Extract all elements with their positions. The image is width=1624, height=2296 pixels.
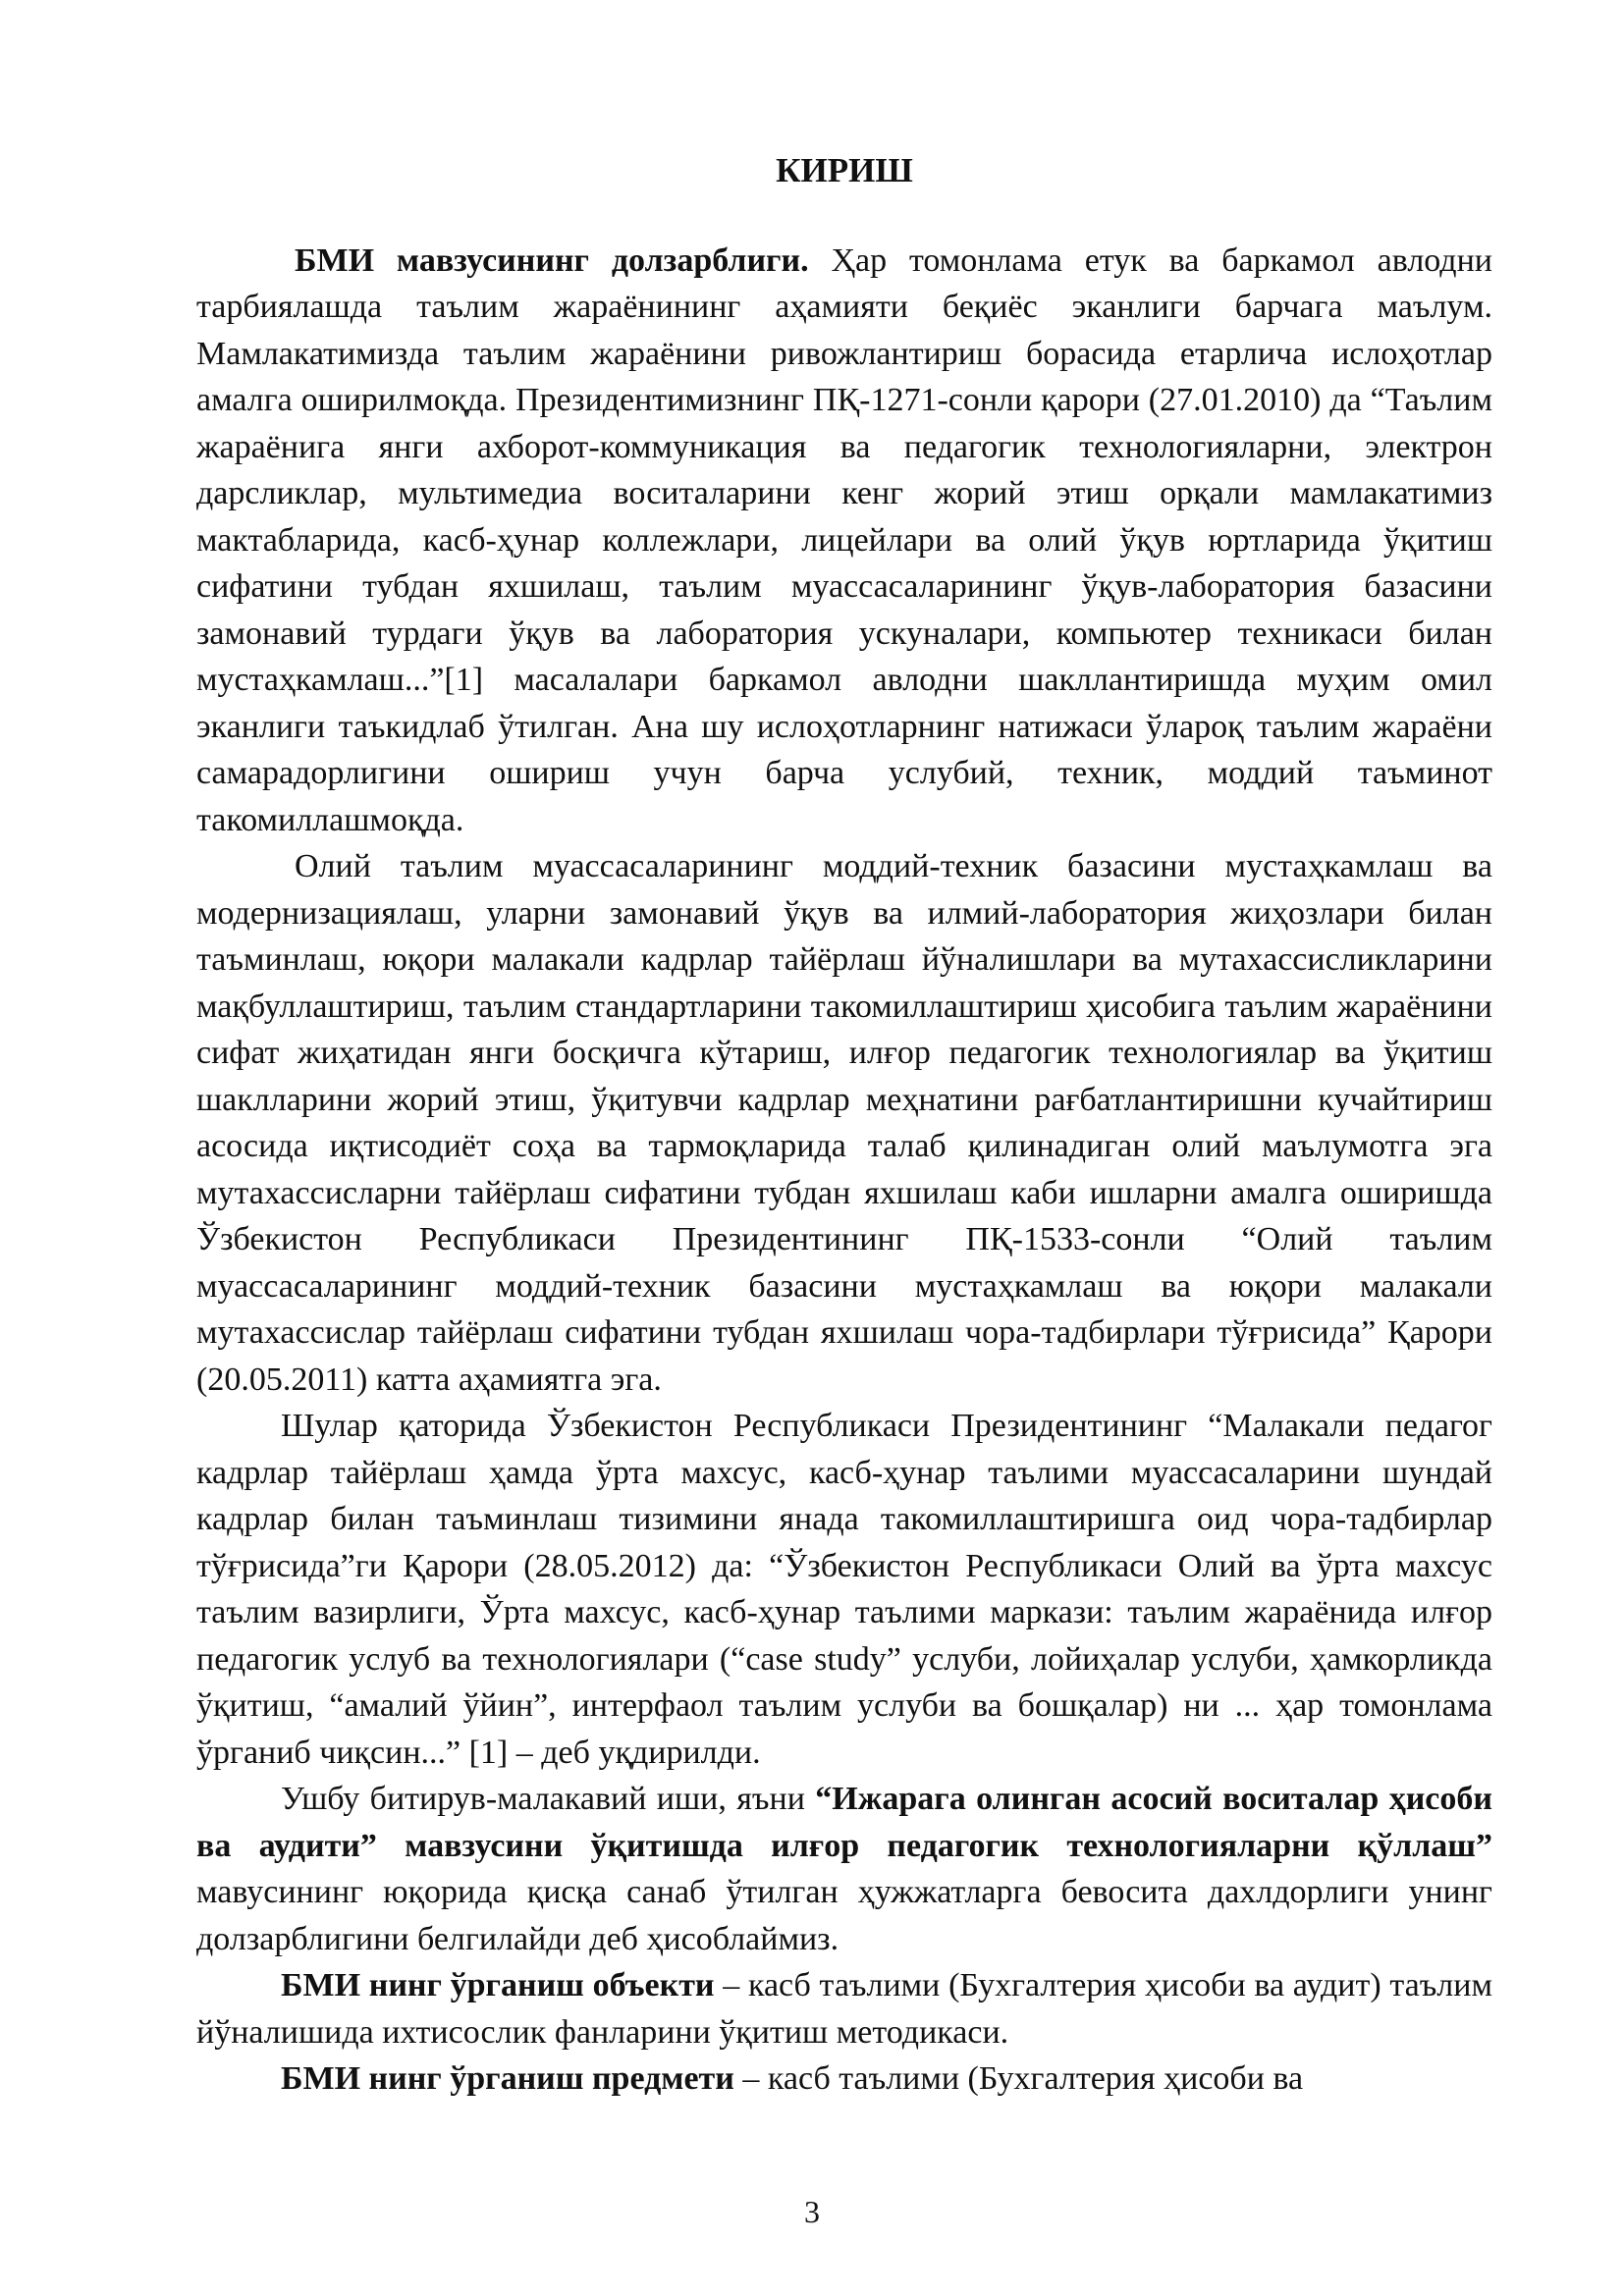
paragraph-text: Олий таълим муассасаларининг моддий-техник базасини мустаҳкамлаш ва модернизациялаш, уларни замонавий ўқув ва илмий-лаборатория жиҳозлари билан таъминлаш, юқори малакали кадрлар тайёрлаш йўналишлари ва мутахассисликларини мақбуллаштириш, таълим стандартларини такомиллаштириш ҳисобига таълим жараёнини сифат жиҳатидан янги босқичга кўтариш, илғор педагогик технологиялар ва ўқитиш шаклларини жорий этиш, ўқитувчи кадрлар меҳнатини рағбатлантиришни кучайтириш асосида иқтисодиёт соҳа ва тармоқларида талаб қилинадиган олий маълумотга эга мутахассисларни тайёрлаш сифатини тубдан яхшилаш каби ишларни амалга оширишда Ўзбекистон Республикаси Президентининг ПҚ-1533-сонли “Олий таълим муассасаларининг моддий-техник базасини мустаҳкамлаш ва юқори малакали мутахассислар тайёрлаш сифатини тубдан яхшилаш чора-тадбирлари тўғрисида” Қарори (20.05.2011) катта аҳамиятга эга. <box>196 848 1492 1398</box>
document-page <box>196 147 1492 2103</box>
page-number: 3 <box>804 2194 820 2229</box>
paragraph-text: мавусининг юқорида қисқа санаб ўтилган ҳужжатларга бевосита дахлдорлиги унинг долзарблигини белгилайди деб ҳисоблаймиз. <box>196 1874 1492 1957</box>
paragraph-text: Ушбу битирув-малакавий иши, яъни <box>281 1781 816 1817</box>
paragraph-research-subject <box>196 2056 1492 2103</box>
paragraph-president-resolution <box>196 1403 1492 1776</box>
paragraph-lead: БМИ нинг ўрганиш предмети <box>281 2060 734 2097</box>
paragraph-research-object <box>196 1962 1492 2056</box>
thesis-title: “Ижарага олинган асосий воситалар ҳисоби ва аудити” мавзусини ўқитишда илғор педагогик технологияларни қўллаш” <box>196 1781 1492 1864</box>
page-title: КИРИШ <box>776 151 913 189</box>
paragraph-text: Шулар қаторида Ўзбекистон Республикаси Президентининг “Малакали педагог кадрлар тайёрлаш ҳамда ўрта махсус, касб-ҳунар таълими муассасаларини шундай кадрлар билан таъминлаш тизимини янада такомиллаштиришга оид чора-тадбирлар тўғрисида”ги Қарори (28.05.2012) да: “Ўзбекистон Республикаси Олий ва ўрта махсус таълим вазирлиги, Ўрта махсус, касб-ҳунар таълими маркази: таълим жараёнида илғор педагогик услуб ва технологиялари (“case study” услуби, лойиҳалар услуби, ҳамкорликда ўқитиш, “амалий ўйин”, интерфаол таълим услуби ва бошқалар) ни ... ҳар томонлама ўрганиб чиқсин...” [1] – деб уқдирилди. <box>196 1408 1492 1771</box>
paragraph-lead: БМИ нинг ўрганиш объекти <box>281 1967 715 2003</box>
paragraph-higher-education <box>196 843 1492 1403</box>
paragraph-thesis-topic <box>196 1776 1492 1962</box>
paragraph-relevance <box>196 238 1492 844</box>
paragraph-text: – касб таълими (Бухгалтерия ҳисоби ва аудит) таълим йўналишида ихтисослик фанларини ўқитиш методикаси. <box>196 1967 1492 2051</box>
paragraph-text: Ҳар томонлама етук ва баркамол авлодни тарбиялашда таълим жараёнининг аҳамияти беқиёс эканлиги барчага маълум. Мамлакатимизда таълим жараёнини ривожлантириш борасида етарлича ислоҳотлар амалга оширилмоқда. Президентимизнинг ПҚ-1271-сонли қарори (27.01.2010) да “Таълим жараёнига янги ахборот-коммуникация ва педагогик технологияларни, электрон дарсликлар, мультимедиа воситаларини кенг жорий этиш орқали мамлакатимиз мактабларида, касб-ҳунар коллежлари, лицейлари ва олий ўқув юртларида ўқитиш сифатини тубдан яхшилаш, таълим муассасаларининг ўқув-лаборатория базасини замонавий турдаги ўқув ва лаборатория ускуналари, компьютер техникаси билан мустаҳкамлаш...”[1] масалалари баркамол авлодни шакллантиришда муҳим омил эканлиги таъкидлаб ўтилган. Ана шу ислоҳотларнинг натижаси ўлароқ таълим жараёни самарадорлигини ошириш учун барча услубий, техник, моддий таъминот такомиллашмоқда. <box>196 241 1492 838</box>
paragraph-lead: БМИ мавзусининг долзарблиги. <box>295 241 809 279</box>
paragraph-text: – касб таълими (Бухгалтерия ҳисоби ва <box>733 2060 1304 2097</box>
